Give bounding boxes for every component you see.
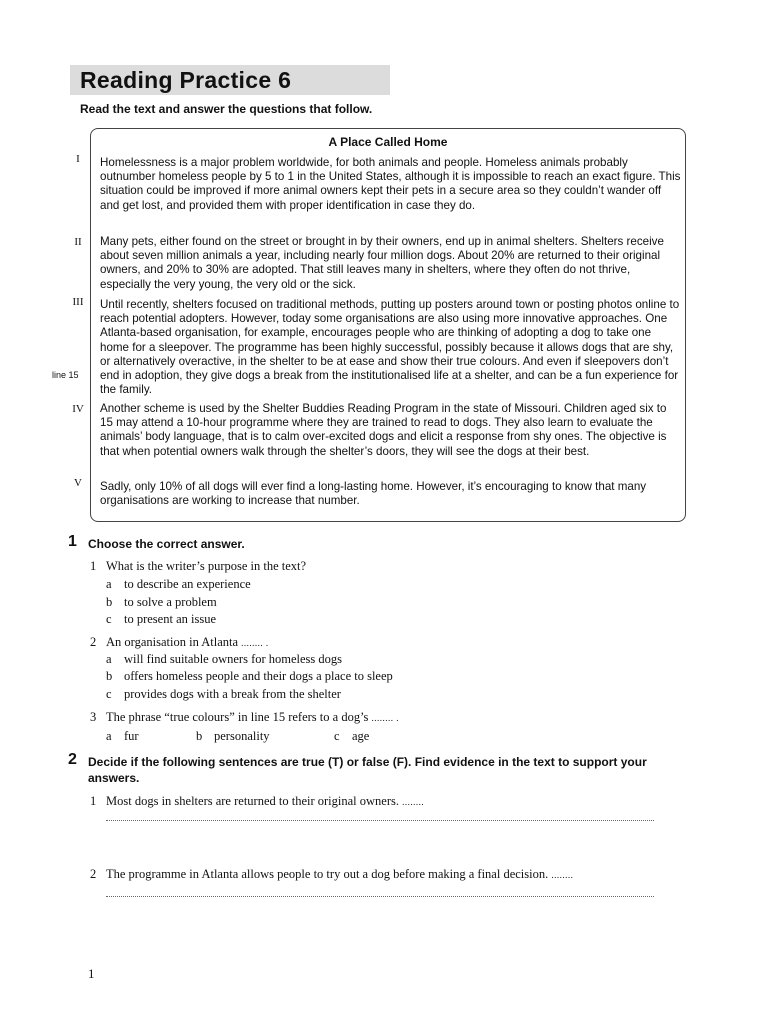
answer-blank[interactable]: ........ . bbox=[241, 638, 269, 648]
paragraph: Many pets, either found on the street or brought in by their owners, end up in animal shelters. Shelters receive about seven million animals a year, including nearly four million dogs. About 20% are returned to their original owners, and 20% to 30% are adopted. That still leaves many in shelters, where they often do not thrive, especially the very young, the very old or the sick. bbox=[100, 235, 664, 291]
answer-line[interactable] bbox=[106, 820, 654, 821]
question-text: An organisation in Atlanta bbox=[106, 635, 239, 649]
text-title: A Place Called Home bbox=[328, 135, 448, 149]
answer-blank[interactable]: ........ bbox=[402, 797, 425, 807]
option[interactable] bbox=[106, 612, 216, 627]
option[interactable] bbox=[106, 729, 139, 744]
question-number: 2 bbox=[90, 867, 97, 881]
question-number: 2 bbox=[90, 635, 97, 649]
option-letter: c bbox=[106, 612, 112, 626]
section-number: 1 bbox=[68, 533, 77, 550]
question bbox=[90, 866, 573, 885]
answer-blank[interactable]: ........ . bbox=[371, 713, 400, 723]
option-letter: a bbox=[106, 729, 112, 743]
paragraph-number: IV bbox=[72, 403, 84, 415]
paragraph-number: III bbox=[72, 296, 84, 308]
section-number: 2 bbox=[68, 751, 77, 768]
instruction: Read the text and answer the questions that follow. bbox=[80, 102, 373, 116]
question-text: The programme in Atlanta allows people to try out a dog before making a final decision. bbox=[106, 867, 549, 881]
option[interactable] bbox=[106, 669, 393, 684]
question-text: The phrase “true colours” in line 15 refers to a dog’s bbox=[106, 710, 369, 724]
question bbox=[90, 793, 424, 812]
paragraph: Homelessness is a major problem worldwide, for both animals and people. Homeless animals probably outnumber homeless people by 5 to 1 in the United States, although it is impossible to reach an exact figure. This situation could be improved if more animal owners kept their pets in a secure area so they couldn’t wander off and get lost, and provided them with proper identification in case they do. bbox=[100, 156, 681, 212]
option[interactable] bbox=[106, 595, 217, 610]
option[interactable] bbox=[196, 729, 270, 744]
paragraph: Sadly, only 10% of all dogs will ever find a long-lasting home. However, it’s encouraging to know that many organisations are working to increase that number. bbox=[100, 480, 647, 508]
option-letter: b bbox=[196, 729, 203, 743]
question bbox=[90, 709, 399, 728]
option-text: to solve a problem bbox=[124, 595, 217, 609]
question bbox=[90, 634, 269, 653]
option[interactable] bbox=[106, 652, 342, 667]
question-text: Most dogs in shelters are returned to their original owners. bbox=[106, 794, 399, 808]
option-text: offers homeless people and their dogs a place to sleep bbox=[124, 669, 393, 683]
answer-blank[interactable]: ........ bbox=[551, 870, 574, 880]
option[interactable] bbox=[106, 687, 341, 702]
option-letter: b bbox=[106, 669, 113, 683]
line-label: line 15 bbox=[52, 370, 79, 380]
question-number: 1 bbox=[90, 794, 97, 808]
option-letter: a bbox=[106, 652, 112, 666]
section-heading: Decide if the following sentences are true (T) or false (F). Find evidence in the text to support your answers. bbox=[88, 755, 647, 785]
option-text: will find suitable owners for homeless dogs bbox=[124, 652, 343, 666]
option[interactable] bbox=[334, 729, 369, 744]
option-text: personality bbox=[214, 729, 270, 743]
option-text: age bbox=[352, 729, 370, 743]
paragraph-number: I bbox=[76, 153, 80, 165]
option-letter: c bbox=[106, 687, 112, 701]
paragraph: Another scheme is used by the Shelter Buddies Reading Program in the state of Missouri. Children aged six to 15 may attend a 10-hour programme where they are trained to read to dogs. They also learn to evaluate the animals’ body language, that is to calm over-excited dogs and elicit a response from shy ones. The objective is that when potential owners walk through the shelter’s doors, they will see the dogs at their best. bbox=[100, 402, 667, 458]
option-letter: a bbox=[106, 577, 112, 591]
paragraph-number: V bbox=[74, 477, 82, 489]
page-number: 1 bbox=[88, 966, 95, 981]
reading-text-box bbox=[90, 128, 686, 522]
option-text: fur bbox=[124, 729, 139, 743]
option-text: provides dogs with a break from the shelter bbox=[124, 687, 341, 701]
answer-line[interactable] bbox=[106, 896, 654, 897]
section-heading: Choose the correct answer. bbox=[88, 537, 245, 551]
paragraph: Until recently, shelters focused on traditional methods, putting up posters around town or posting photos online to reach potential adopters. However, today some organisations are also using more innovative approaches. One Atlanta-based organisation, for example, encourages people who are thinking of adopting a dog to take one home for a sleepover. The programme has been highly successful, possibly because it allows dogs that are shy, or alternatively overactive, in the shelter to be at ease and show their true colours. And even if sleepovers don’t end in adoption, they give dogs a break from the institutionalised life at a shelter, and can be a fun experience for the family. bbox=[100, 298, 680, 397]
option-text: to present an issue bbox=[124, 612, 216, 626]
option-letter: b bbox=[106, 595, 113, 609]
paragraph-number: II bbox=[74, 236, 82, 248]
question-text: What is the writer’s purpose in the text? bbox=[106, 559, 307, 573]
title-bar bbox=[70, 65, 390, 95]
option[interactable] bbox=[106, 577, 251, 592]
option-text: to describe an experience bbox=[124, 577, 251, 591]
question-number: 3 bbox=[90, 710, 97, 724]
option-letter: c bbox=[334, 729, 340, 743]
question-number: 1 bbox=[90, 559, 97, 573]
question bbox=[90, 558, 306, 576]
page-title: Reading Practice 6 bbox=[80, 67, 292, 93]
